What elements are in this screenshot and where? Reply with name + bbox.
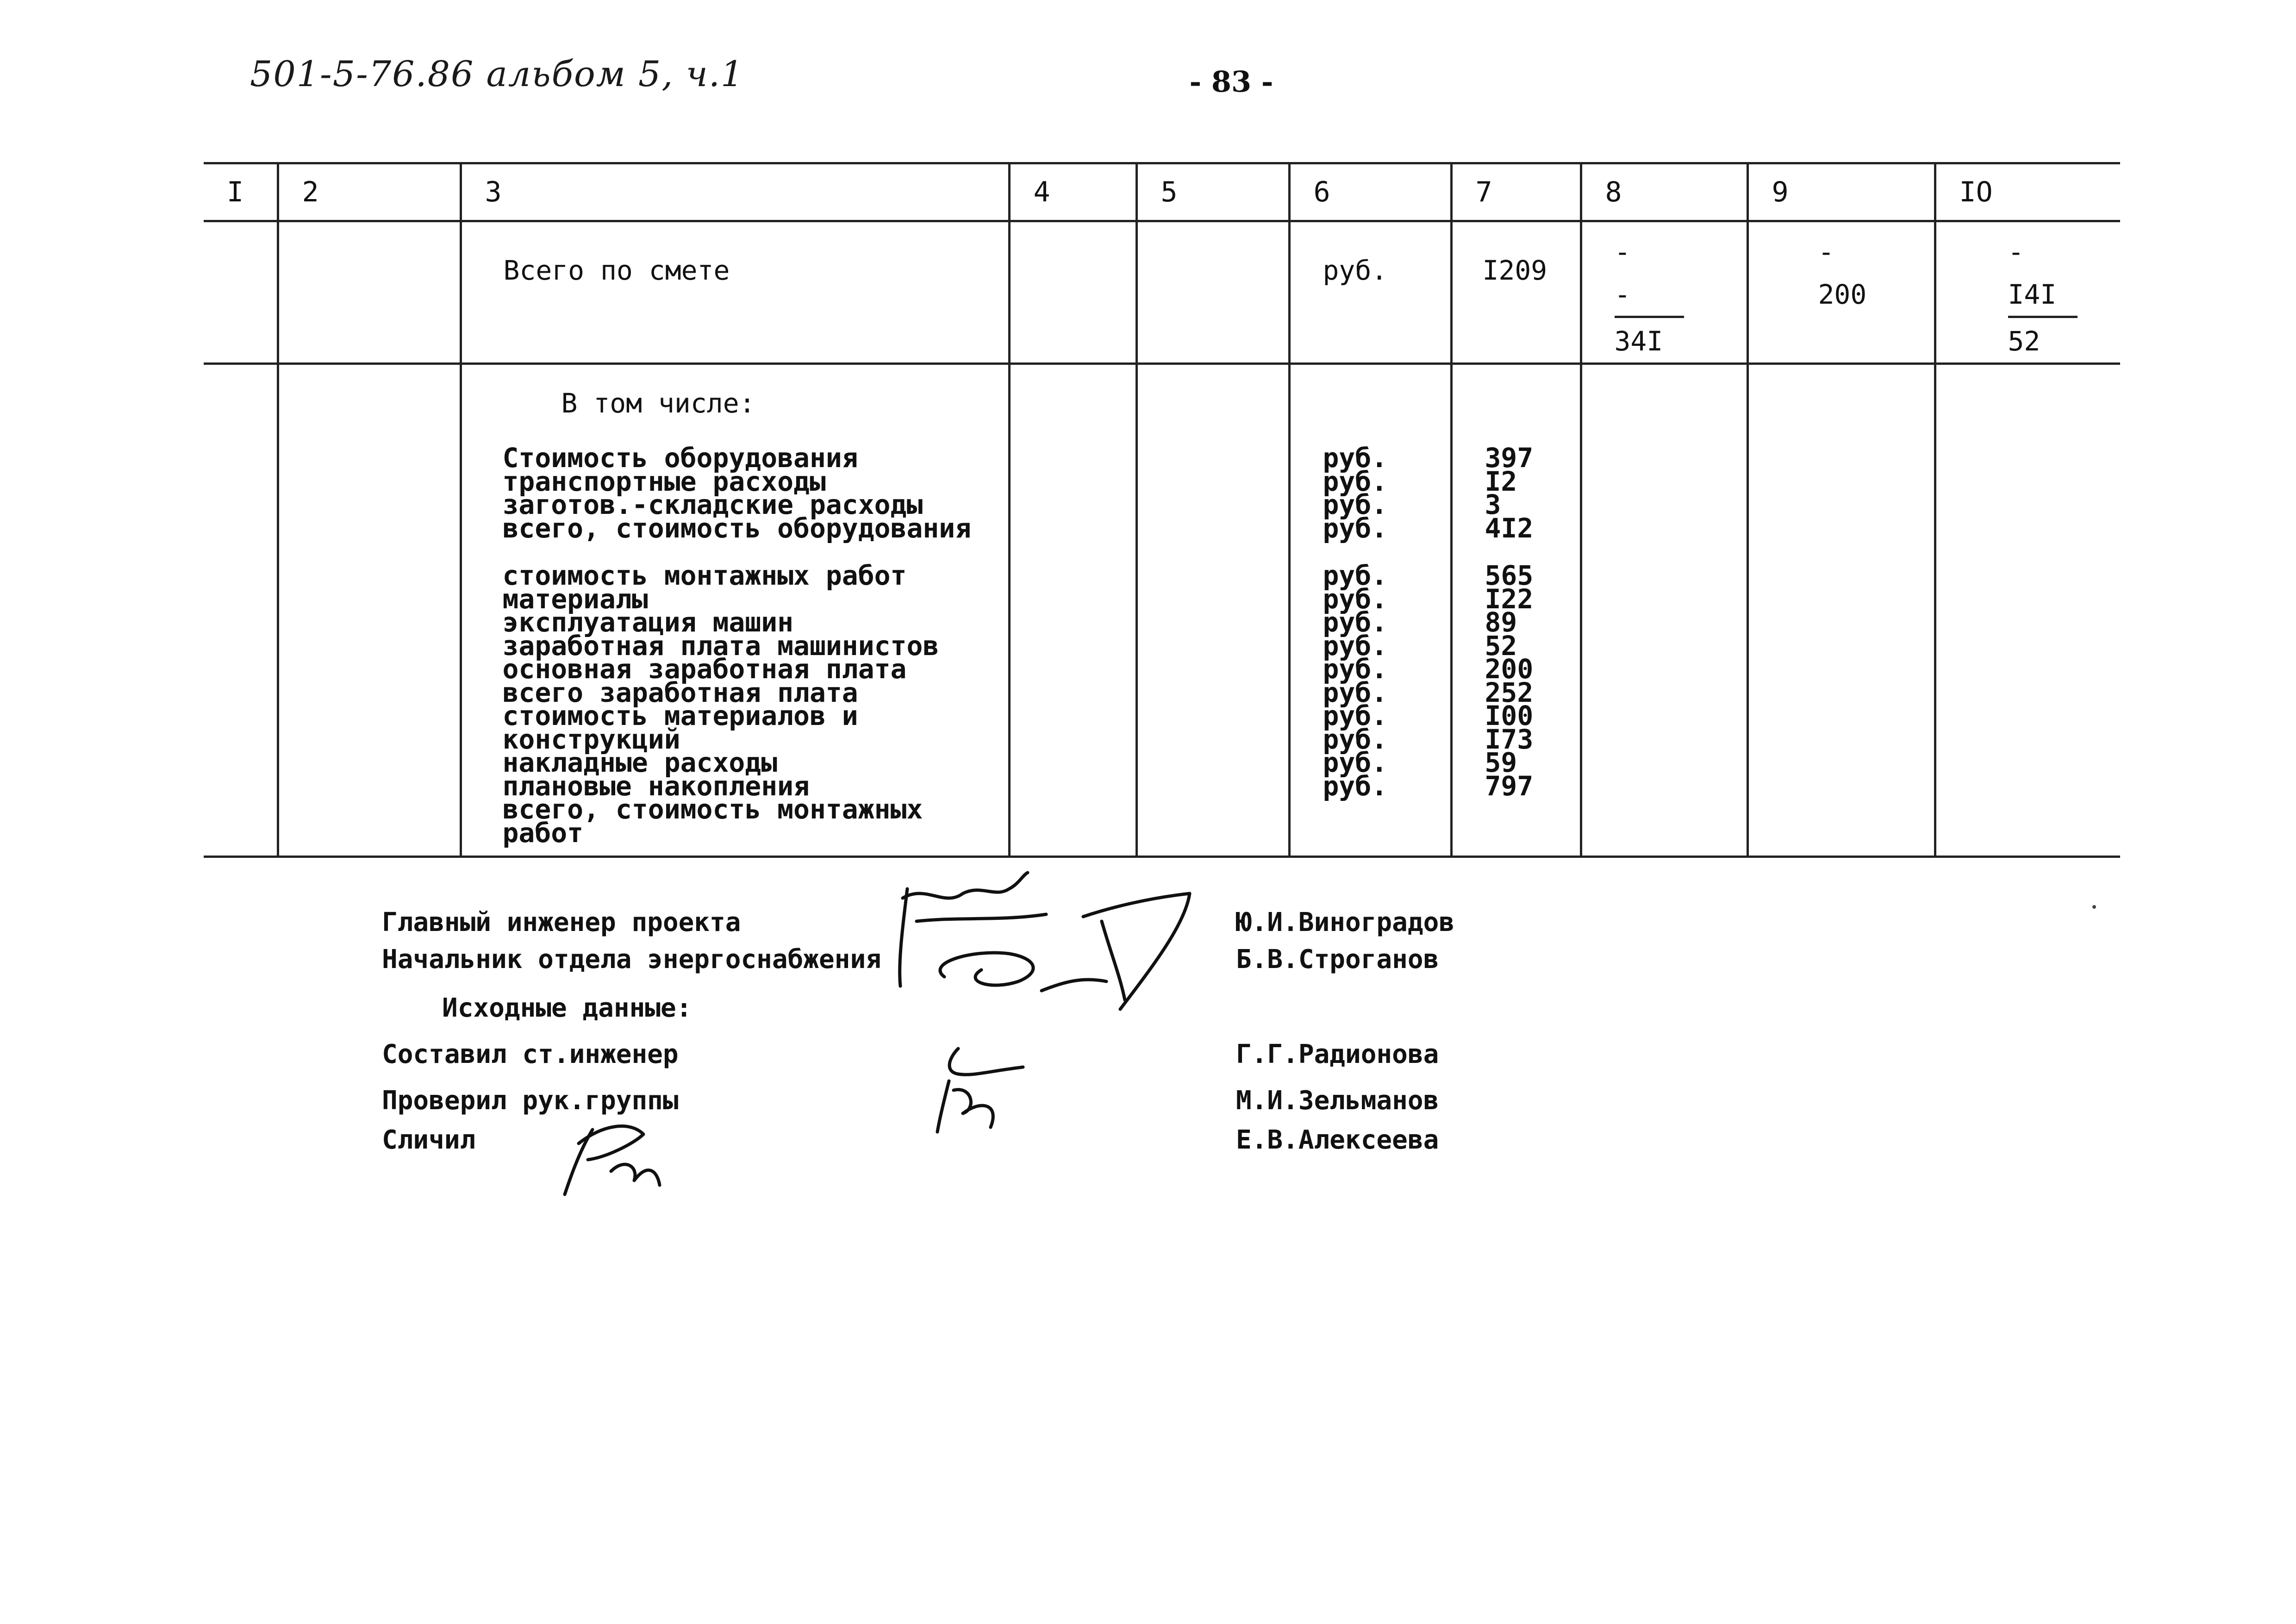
- role-checked: Проверил рук.группы: [382, 1086, 679, 1116]
- total-unit: руб.: [1323, 255, 1388, 286]
- total-col10: - I4I 52: [1936, 222, 2121, 362]
- handwritten-reference: 501-5-76.86 альбом 5, ч.1: [250, 53, 744, 94]
- name-checked: М.И.Зельманов: [1236, 1086, 1439, 1116]
- page-number: - 83 -: [1189, 65, 1273, 99]
- total-col8: - - 34I: [1582, 222, 1747, 362]
- name-compiled: Г.Г.Радионова: [1236, 1039, 1439, 1069]
- detail-units: руб. руб. руб. руб. руб. руб. руб. руб. руб. руб. руб. руб. руб. руб.: [1323, 442, 1388, 802]
- list-item: Стоимость оборудования: [502, 442, 858, 474]
- list-item: стоимость монтажных работ: [502, 560, 907, 591]
- signature-compiled-checked: [930, 1039, 1032, 1141]
- list-item: эксплуатация машин: [502, 606, 794, 638]
- col-header-2: 2: [278, 163, 461, 221]
- col-header-8: 8: [1581, 163, 1747, 221]
- detail-row: [204, 364, 2120, 857]
- total-label: Всего по смете: [503, 255, 730, 286]
- scan-speck: [2092, 905, 2096, 909]
- list-item: основная заработная плата: [502, 653, 907, 685]
- list-item: всего, стоимость оборудования: [502, 512, 972, 544]
- signature-verified: [560, 1116, 667, 1199]
- role-chief-engineer: Главный инженер проекта: [382, 907, 741, 937]
- role-dept-head: Начальник отдела энергоснабжения: [382, 944, 881, 974]
- col-header-3: 3: [461, 163, 1009, 221]
- signature-chief-and-head: [889, 870, 1213, 1032]
- list-item: транспортные расходы: [502, 465, 826, 497]
- list-item: заработная плата машинистов: [502, 630, 939, 662]
- column-number-row: [204, 163, 2120, 221]
- list-item: накладные расходы: [502, 747, 778, 778]
- source-data-label: Исходные данные:: [442, 993, 692, 1023]
- col-header-10: IO: [1935, 163, 2120, 221]
- list-item: всего заработная плата: [502, 676, 858, 708]
- name-chief-engineer: Ю.И.Виноградов: [1236, 907, 1455, 937]
- total-row: [204, 221, 2120, 364]
- detail-values: 397 I2 3 4I2 565 I22 89 52 200 252 I00 I73 59 797: [1485, 442, 1534, 802]
- col-header-4: 4: [1009, 163, 1136, 221]
- role-verified: Сличил: [382, 1125, 476, 1155]
- list-item: всего, стоимость монтажных работ: [502, 793, 923, 849]
- list-item: стоимость материалов и конструкций: [502, 700, 858, 755]
- col-header-6: 6: [1289, 163, 1451, 221]
- col-header-7: 7: [1451, 163, 1581, 221]
- estimate-table: [204, 162, 2120, 858]
- list-item: плановые накопления: [502, 770, 810, 802]
- col-header-9: 9: [1747, 163, 1935, 221]
- role-compiled: Составил ст.инженер: [382, 1039, 679, 1069]
- total-col7: I209: [1482, 255, 1547, 286]
- name-dept-head: Б.В.Строганов: [1236, 944, 1439, 974]
- col-header-5: 5: [1136, 163, 1289, 221]
- detail-labels: [462, 442, 1008, 849]
- list-item: заготов.-складские расходы: [502, 489, 923, 520]
- total-col9: - 200: [1818, 236, 1867, 310]
- col-header-1: I: [204, 163, 278, 221]
- name-verified: Е.В.Алексеева: [1236, 1125, 1439, 1155]
- detail-heading: В том числе:: [561, 387, 755, 419]
- list-item: материалы: [502, 583, 648, 615]
